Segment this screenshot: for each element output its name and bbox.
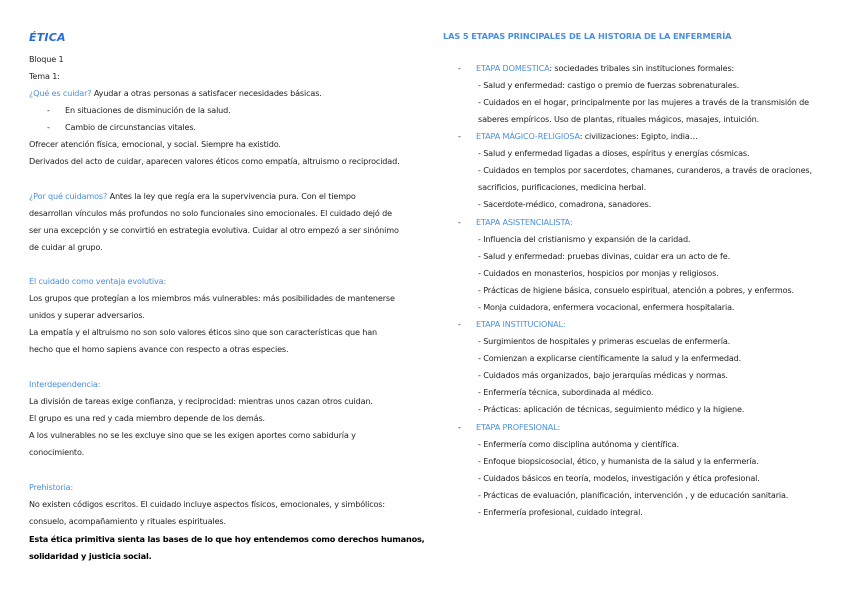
list-item-text: - Enfermería técnica, subordinada al médico. [478, 387, 654, 397]
por-que-text: de cuidar al grupo. [29, 242, 103, 252]
prehistoria-heading: Prehistoria: [29, 482, 74, 492]
ofrecer-text: Ofrecer atención física, emocional, y social. Siempre ha existido. [29, 139, 281, 149]
dash: - [458, 319, 461, 329]
interdependencia-text: A los vulnerables no se les excluye sino que se les exigen aportes como sabiduría y [29, 430, 356, 440]
interdependencia-text: La división de tareas exige confianza, y reciprocidad: mientras unos cazan otros cuidan. [29, 396, 373, 406]
list-item-text: - Enfermería profesional, cuidado integral. [478, 507, 643, 517]
prehistoria-text: consuelo, acompañamiento y rituales espirituales. [29, 516, 226, 526]
por-que-text: desarrollan vínculos más profundos no solo funcionales sino emocionales. El cuidado dejó de [29, 208, 392, 218]
etapa-domestica-heading: ETAPA DOMESTICA [476, 63, 550, 73]
list-item-text: - Cuidados básicos en teoría, modelos, investigación y ética profesional. [478, 473, 760, 483]
dash: - [458, 131, 461, 141]
conclusion-bold-text: Esta ética primitiva sienta las bases de lo que hoy entendemos como derechos humanos, [29, 534, 425, 544]
etapa-text [476, 131, 698, 142]
bullet-text: En situaciones de disminución de la salud. [65, 105, 231, 115]
dash: - [458, 422, 461, 432]
derivados-text: Derivados del acto de cuidar, aparecen valores éticos como empatía, altruismo o reciprocidad. [29, 156, 400, 166]
que-es-cuidar-question: ¿Qué es cuidar? [29, 88, 92, 98]
que-es-cuidar [29, 88, 322, 99]
por-que-text: ser una excepción y se convirtió en estrategia evolutiva. Cuidar al otro empezó a ser sinónimo [29, 225, 399, 235]
list-item-text: - Enfoque biopsicosocial, ético, y humanista de la salud y la enfermería. [478, 456, 759, 466]
etapa-text [476, 63, 734, 74]
list-item-text: - Salud y enfermedad: pruebas divinas, cuidar era un acto de fe. [478, 251, 731, 261]
list-item-text: - Monja cuidadora, enfermera vocacional, enfermera hospitalaria. [478, 302, 735, 312]
dash: - [458, 217, 461, 227]
list-item-text: - Cuidados más organizados, bajo jerarquías médicas y normas. [478, 370, 728, 380]
list-item-text: - Cuidados en monasterios, hospicios por monjas y religiosos. [478, 268, 719, 278]
ventaja-text: La empatía y el altruismo no son solo valores éticos sino que son características que han [29, 327, 377, 337]
tema-label: Tema 1: [29, 71, 60, 81]
list-item-text: - Cuidados en templos por sacerdotes, chamanes, curanderos, a través de oraciones, [478, 165, 812, 175]
bullet-dash: - [47, 122, 50, 132]
conclusion-bold-text: solidaridad y justicia social. [29, 551, 152, 561]
bullet-dash: - [47, 105, 50, 115]
section-title: LAS 5 ETAPAS PRINCIPALES DE LA HISTORIA DE LA ENFERMERÍA [443, 31, 732, 41]
list-item-text: saberes empíricos. Uso de plantas, rituales mágicos, masajes, intuición. [478, 114, 760, 124]
list-item-text: - Comienzan a explicarse científicamente la salud y la enfermedad. [478, 353, 742, 363]
etapa-profesional-heading: ETAPA PROFESIONAL: [476, 422, 561, 432]
list-item-text: sacrificios, purificaciones, medicina herbal. [478, 182, 647, 192]
etapa-asistencialista-heading: ETAPA ASISTENCIALISTA: [476, 217, 573, 227]
list-item-text: - Salud y enfermedad: castigo o premio de fuerzas sobrenaturales. [478, 80, 740, 90]
list-item-text: - Enfermería como disciplina autónoma y científica. [478, 439, 679, 449]
por-que-text: Antes la ley que regía era la supervivencia pura. Con el tiempo [107, 191, 356, 201]
interdependencia-text: El grupo es una red y cada miembro depende de los demás. [29, 413, 265, 423]
interdependencia-heading: Interdependencia: [29, 379, 101, 389]
list-item-text: - Surgimientos de hospitales y primeras escuelas de enfermería. [478, 336, 731, 346]
por-que-line [29, 191, 407, 202]
etapa-magico-desc: : civilizaciones: Egipto, india… [579, 131, 698, 141]
por-que-question: ¿Por qué cuidamos? [29, 191, 108, 201]
ventaja-text: Los grupos que protegían a los miembros más vulnerables: más posibilidades de mantenerse [29, 293, 395, 303]
bullet-text: Cambio de circunstancias vitales. [65, 122, 196, 132]
dash: - [458, 63, 461, 73]
page-title: ÉTICA [29, 31, 66, 44]
list-item-text: - Prácticas: aplicación de técnicas, seguimiento médico y la higiene. [478, 404, 745, 414]
etapa-domestica-desc: : sociedades tribales sin instituciones formales: [549, 63, 735, 73]
que-es-cuidar-answer: Ayudar a otras personas a satisfacer necesidades básicas. [91, 88, 322, 98]
prehistoria-text: No existen códigos escritos. El cuidado incluye aspectos físicos, emocionales, y simbólicos: [29, 499, 385, 509]
list-item-text: - Cuidados en el hogar, principalmente por las mujeres a través de la transmisión de [478, 97, 809, 107]
list-item-text: - Prácticas de higiene básica, consuelo espiritual, atención a pobres, y enfermos. [478, 285, 794, 295]
list-item-text: - Sacerdote-médico, comadrona, sanadores. [478, 199, 652, 209]
list-item-text: - Influencia del cristianismo y expansión de la caridad. [478, 234, 691, 244]
interdependencia-text: conocimiento. [29, 447, 85, 457]
bloque-label: Bloque 1 [29, 54, 64, 64]
list-item-text: - Prácticas de evaluación, planificación, intervención , y de educación sanitaria. [478, 490, 789, 500]
ventaja-heading: El cuidado como ventaja evolutiva: [29, 276, 167, 286]
ventaja-text: unidos y superar adversarios. [29, 310, 145, 320]
list-item-text: - Salud y enfermedad ligadas a dioses, espíritus y energías cósmicas. [478, 148, 750, 158]
ventaja-text: hecho que el homo sapiens avance con respecto a otras especies. [29, 344, 289, 354]
etapa-institucional-heading: ETAPA INSTITUCIONAL: [476, 319, 566, 329]
etapa-magico-heading: ETAPA MÁGICO-RELIGIOSA [476, 131, 580, 141]
